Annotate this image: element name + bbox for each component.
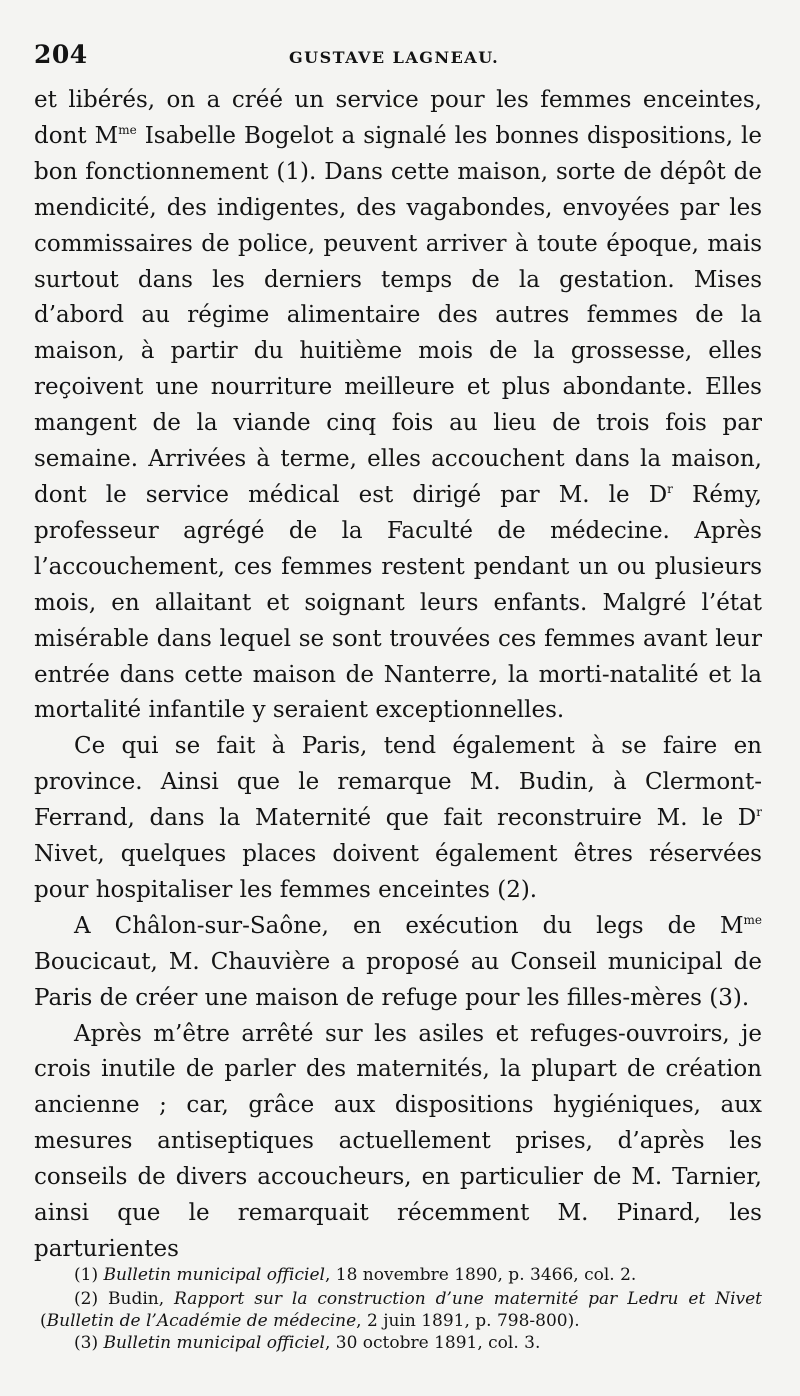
superscript: r (756, 805, 762, 820)
superscript: me (743, 912, 762, 927)
page-number: 204 (34, 40, 88, 69)
paragraph-2: Ce qui se fait à Paris, tend également à se faire en province. Ainsi que le remarque M. Budin, à Clermont-Ferrand, dans la Maternité que fait reconstruire M. le $D^r$ Nivet, quelques places doivent également êtres réservées pour hospitaliser les femmes enceintes (2). (34, 733, 762, 903)
footnote-3: (3) Bulletin municipal officiel, 30 octobre 1891, col. 3. (74, 1333, 541, 1353)
paragraph-1: et libérés, on a créé un service pour les femmes enceintes, dont $M^{me}$ Isabelle Bogelot a signalé les bonnes dispositions, le bon fonctionnement (1). Dans cette maison, sorte de dépôt de mendicité, des indigentes, des vagabondes, envoyées par les commissaires de police, peuvent arriver à toute époque, mais surtout dans les derniers temps de la gestation. Mises d’abord au régime alimentaire des autres femmes de la maison, à partir du huitième mois de la grossesse, elles reçoivent une nourriture meilleure et plus abondante. Elles mangent de la viande cinq fois au lieu de trois fois par semaine. Arrivées à terme, elles accouchent dans la maison, dont le service médical est dirigé par M. le $D^r$ Rémy, professeur agrégé de la Faculté de médecine. Après l’accouchement, ces femmes restent pendant un ou plusieurs mois, en allaitant et soignant leurs enfants. Malgré l’état misérable dans lequel se sont trouvées ces femmes avant leur entrée dans cette maison de Nanterre, la morti-natalité et la mortalité infantile y seraient exceptionnelles. (34, 87, 762, 724)
paragraph-4: Après m’être arrêté sur les asiles et refuges-ouvroirs, je crois inutile de parler des maternités, la plupart de création ancienne ; car, grâce aux dispositions hygiéniques, aux mesures antiseptiques actuellement prises, d’après les conseils de divers accoucheurs, en particulier de M. Tarnier, ainsi que le remarquait récemment M. Pinard, les parturientes (34, 1020, 762, 1262)
body-text (34, 83, 762, 1268)
superscript: r (667, 481, 673, 496)
superscript: me (118, 122, 137, 137)
paragraph-3: A Châlon-sur-Saône, en exécution du legs de $M^{me}$ Boucicaut, M. Chauvière a proposé au Conseil municipal de Paris de créer une maison de refuge pour les filles-mères (3). (34, 912, 762, 1011)
page-header (34, 40, 766, 74)
footnote-1: (1) Bulletin municipal officiel, 18 novembre 1890, p. 3466, col. 2. (74, 1265, 637, 1285)
footnotes (40, 1264, 762, 1354)
footnote-2: (2) Budin, Rapport sur la construction d’une maternité par Ledru et Nivet (Bulletin de l’Académie de médecine, 2 juin 1891, p. 798-800). (40, 1289, 762, 1331)
running-head: GUSTAVE LAGNEAU. (289, 48, 500, 67)
